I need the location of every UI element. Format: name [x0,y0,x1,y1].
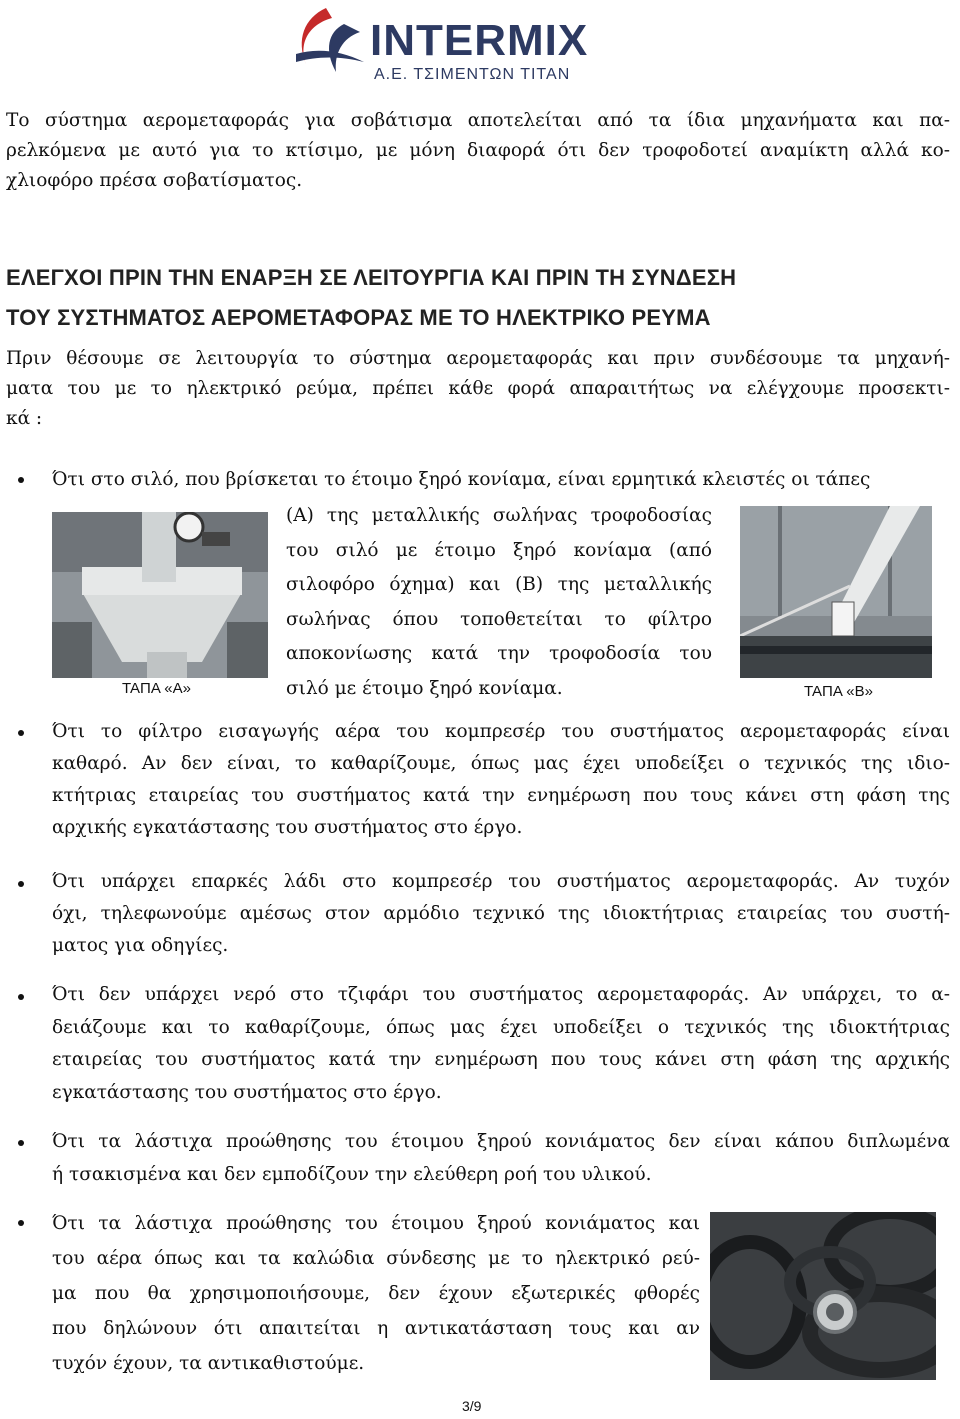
text-line: σιλό με έτοιμο ξηρό κονίαμα. [286,677,563,699]
bullet-dot [18,1220,24,1226]
bullet-1-first-line: Ότι στο σιλό, που βρίσκεται το έτοιμο ξηρό κονίαμα, είναι ερμητικά κλειστές οι τάπες [52,469,871,490]
text-line: Ότι το φίλτρο εισαγωγής αέρα του κομπρεσέρ του συστήματος αερομεταφοράς είναι [52,721,950,742]
text-line: Το σύστημα αερομεταφοράς για σοβάτισμα αποτελείται από τα ίδια μηχανήματα και πα- [6,110,950,131]
intro-paragraph [6,106,950,196]
text-line: Ότι υπάρχει επαρκές λάδι στο κομπρεσέρ του συστήματος αερομεταφοράς. Αν τυχόν [52,871,950,892]
heading-line: ΕΛΕΓΧΟΙ ΠΡΙΝ ΤΗΝ ΕΝΑΡΞΗ ΣΕ ΛΕΙΤΟΥΡΓΙΑ ΚΑΙ ΠΡΙΝ ΤΗ ΣΥΝΔΕΣΗ [6,265,737,290]
text-line: μα που θα χρησιμοποιήσουμε, δεν έχουν εξωτερικές φθορές [52,1283,700,1304]
text-line: όχι, τηλεφωνούμε αμέσως στον αρμόδιο τεχνικό της ιδιοκτήτριας εταιρείας του συστή- [52,903,950,924]
bullet-3-text [52,866,950,962]
bullet-5-text [52,1125,950,1191]
text-line: κτήτριας εταιρείας του συστήματος κατά την ενημέρωση που τους κάνει στη φάση της [52,785,950,806]
text-line: δειάζουμε και το καθαρίζουμε, όπως μας έχει υποδείξει ο τεχνικός της ιδιοκτήτριας [52,1016,950,1038]
text-line: ρελκόμενα με αυτό για το κτίσιμο, με μόνη διαφορά ότι δεν τροφοδοτεί αναμίκτη αλλά κο- [6,140,950,161]
bullet-1-middle-text [286,499,712,706]
text-line: του σιλό με έτοιμο ξηρό κονίαμα (από [286,539,712,561]
text-line: ματα του με το ηλεκτρικό ρεύμα, πρέπει κάθε φορά απαραιτήτως να ελέγχουμε προσεκτι- [6,378,950,399]
text-line: αποκονίωσης κατά την τροφοδοσία του [286,643,712,664]
photo-hoses [710,1212,936,1380]
page-number: 3/9 [462,1398,482,1414]
text-line: κά : [6,408,43,429]
text-line: ματος για οδηγίες. [52,935,229,956]
text-line: του αέρα όπως και τα καλώδια σύνδεσης με το ηλεκτρικό ρεύ- [52,1248,700,1269]
text-line: Πριν θέσουμε σε λειτουργία το σύστημα αερομεταφοράς και πριν συνδέσουμε τα μηχανή- [6,348,950,369]
bullet-6-text [52,1206,700,1381]
text-line: σιλοφόρο όχημα) και (Β) της μεταλλικής [286,574,712,595]
text-line: σωλήνας όπου τοποθετείται το φίλτρο [286,608,712,630]
text-line: ή τσακισμένα και δεν εμποδίζουν την ελεύθερη ροή του υλικού. [52,1164,652,1185]
section-heading [6,258,950,338]
hoses-illustration [710,1212,936,1380]
text-line: καθαρό. Αν δεν είναι, το καθαρίζουμε, όπως μας έχει υποδείξει ο τεχνικός της ιδιο- [52,753,950,774]
bullet-dot [18,730,24,736]
silo-cap-a-illustration [52,512,268,678]
bullet-dot [18,881,24,887]
logo [286,4,666,88]
bullet-2-text [52,716,950,844]
bullet-dot [18,1140,24,1146]
text-line: Ότι τα λάστιχα προώθησης του έτοιμου ξηρού κονιάματος δεν είναι κάπου διπλωμένα [52,1131,950,1152]
text-line: εγκατάστασης του συστήματος στο έργο. [52,1081,442,1103]
caption-cap-a: ΤΑΠΑ «Α» [122,680,191,697]
logo-subtitle: Α.Ε. ΤΣΙΜΕΝΤΩΝ ΤΙΤΑΝ [374,66,571,83]
text-line: (Α) της μεταλλικής σωλήνας τροφοδοσίας [286,505,712,526]
photo-silo-cap-b [740,506,932,678]
logo-brand: INTERMIX [370,16,589,65]
bullet-dot [18,477,24,483]
text-line: τυχόν έχουν, τα αντικαθιστούμε. [52,1353,365,1374]
bullet-4-text [52,979,950,1109]
logo-swoosh-icon [286,4,366,80]
text-line: Ότι τα λάστιχα προώθησης του έτοιμου ξηρού κονιάματος και [52,1213,700,1234]
text-line: εταιρείας του συστήματος κατά την ενημέρωση που τους κάνει στη φάση της αρχικής [52,1049,950,1070]
bullet-dot [18,994,24,1000]
text-line: αρχικής εγκατάστασης του συστήματος στο έργο. [52,817,523,838]
text-line: χλιοφόρο πρέσα σοβατίσματος. [6,170,303,191]
lead-paragraph [6,344,950,434]
heading-line: ΤΟΥ ΣΥΣΤΗΜΑΤΟΣ ΑΕΡΟΜΕΤΑΦΟΡΑΣ ΜΕ ΤΟ ΗΛΕΚΤΡΙΚΟ ΡΕΥΜΑ [6,305,711,330]
text-line: που δηλώνουν ότι απαιτείται η αντικατάσταση τους και αν [52,1318,700,1339]
photo-silo-cap-a [52,512,268,678]
silo-cap-b-illustration [740,506,932,678]
caption-cap-b: ΤΑΠΑ «Β» [804,683,873,700]
text-line: Ότι δεν υπάρχει νερό στο τζιφάρι του συστήματος αερομεταφοράς. Αν υπάρχει, το α- [52,984,950,1005]
